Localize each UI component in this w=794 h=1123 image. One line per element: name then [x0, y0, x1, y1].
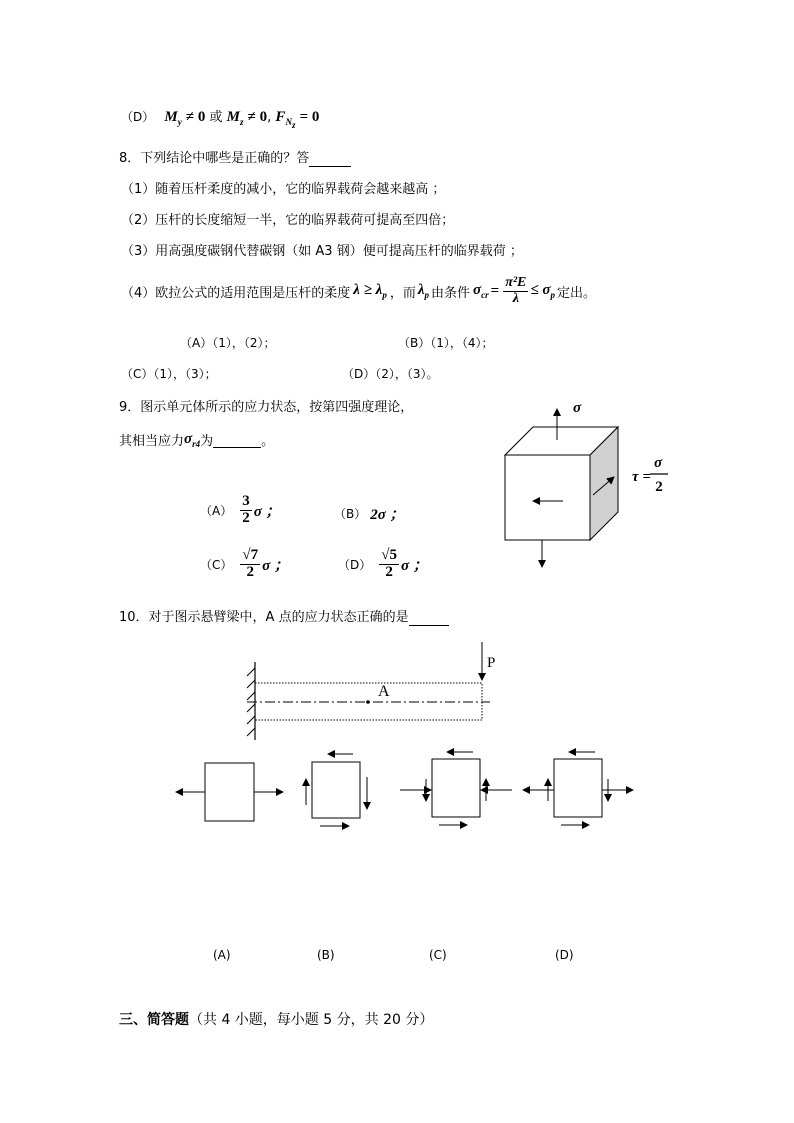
q9-stress-cube-figure — [490, 395, 680, 575]
q8-item-4: （4）欧拉公式的适用范围是压杆的柔度 $\lambda \ge \lambda_p$ ，而 $\lambda_p$ 由条件 $\sigma_{cr}$ = $\frac{\text{π²E}}{\lambda}$ ≤ $\sigma_p$ 定出。 — [121, 275, 596, 306]
q9-prompt-line2: 其相当应力 $\sigma_{r4}$ 为 。 — [119, 430, 275, 449]
choice-a-element[interactable] — [170, 755, 290, 830]
q9-prompt-line1: 9．图示单元体所示的应力状态，按第四强度理论， — [119, 400, 414, 415]
choice-c-element[interactable] — [395, 743, 515, 835]
q9-sigma-r4: $\sigma_{r4}$ — [184, 430, 201, 449]
q8-euler-fraction: $\frac{\text{π²E}}{\lambda}$ — [505, 275, 527, 306]
point-a-label: A — [378, 683, 390, 700]
fig-sigma-label: σ — [573, 400, 582, 416]
fig-tau-label: τ = — [632, 469, 651, 485]
section-3-title: 三、简答题 — [119, 1012, 189, 1028]
q8-sigma-p: ≤ $\sigma_p$ — [530, 282, 555, 301]
choice-d-element[interactable] — [517, 743, 637, 835]
choice-a-label[interactable]: (A) — [213, 948, 231, 962]
choice-c-label[interactable]: (C) — [429, 948, 447, 962]
fig-tau-den: 2 — [655, 479, 663, 495]
load-p-label: P — [487, 655, 496, 671]
section-3-heading — [119, 1009, 433, 1029]
q9-option-b[interactable]: （B） 2σ ； — [334, 507, 405, 523]
q8-option-d[interactable]: （D）（2），（3）。 — [342, 367, 439, 381]
q8-option-b[interactable]: （B）（1），（4）； — [398, 336, 494, 350]
q9-opt-a-fraction: $\frac{3}{2}$ — [242, 493, 250, 526]
choice-b-label[interactable]: (B) — [317, 948, 335, 962]
q7-formula-fn: $F_{N_z}$ — [275, 109, 296, 130]
q9-option-a[interactable]: （A） $\frac{3}{2}$ σ ； — [200, 493, 281, 526]
choice-b-element[interactable] — [295, 745, 385, 835]
q9-option-d[interactable]: （D） $\frac{√5}{2}$ σ ； — [338, 547, 428, 580]
q8-lambda-p: $\lambda_p$ — [417, 282, 430, 301]
section-3-subtitle: （共 4 小题，每小题 5 分，共 20 分） — [189, 1012, 434, 1028]
q9-opt-d-fraction: $\frac{√5}{2}$ — [381, 547, 397, 580]
choice-b-square — [312, 762, 360, 818]
q7-formula-mz: $M_z$ — [226, 109, 244, 127]
point-a-marker — [366, 700, 370, 704]
q8-item-2: （2）压杆的长度缩短一半，它的临界载荷可提高至四倍； — [121, 213, 455, 228]
q9-option-c[interactable]: （C） $\frac{√7}{2}$ σ ； — [200, 547, 289, 580]
choice-a-square — [205, 763, 254, 821]
q10-cantilever-figure — [235, 640, 515, 745]
q8-option-c[interactable]: （C）（1），（3）； — [121, 367, 217, 381]
fig-tau-num: σ — [653, 455, 663, 471]
q9-answer-blank[interactable] — [213, 432, 261, 448]
q10-answer-blank[interactable] — [409, 610, 449, 626]
q9-opt-c-fraction: $\frac{√7}{2}$ — [242, 547, 259, 580]
choice-d-label[interactable]: (D) — [555, 948, 574, 962]
q8-lambda-cond: $\lambda \ge \lambda_p$ — [353, 282, 387, 301]
choice-d-square — [554, 759, 602, 817]
q8-option-a[interactable]: （A）（1），（2）； — [180, 336, 276, 350]
q8-sigma-cr: $\sigma_{cr}$ — [473, 282, 489, 301]
q8-item-1: （1）随着压杆柔度的减小，它的临界载荷会越来越高 ； — [121, 182, 446, 197]
q8-prompt: 8．下列结论中哪些是正确的？答 — [119, 147, 351, 167]
q7-option-d: （D） $M_y \ne 0$ 或 $M_z \ne 0$, $F_{N_z} = 0$ — [121, 109, 320, 130]
cube-front-face — [505, 455, 590, 540]
q8-answer-blank[interactable] — [309, 151, 351, 167]
q8-item-3: （3）用高强度碳钢代替碳钢（如 A3 钢）便可提高压杆的临界载荷 ； — [121, 244, 523, 259]
q10-prompt: 10．对于图示悬臂梁中，A 点的应力状态正确的是 — [119, 606, 449, 626]
q7-option-d-label: （D） — [121, 110, 155, 124]
choice-c-square — [432, 759, 480, 817]
q7-formula-my: $M_y$ — [164, 109, 182, 127]
